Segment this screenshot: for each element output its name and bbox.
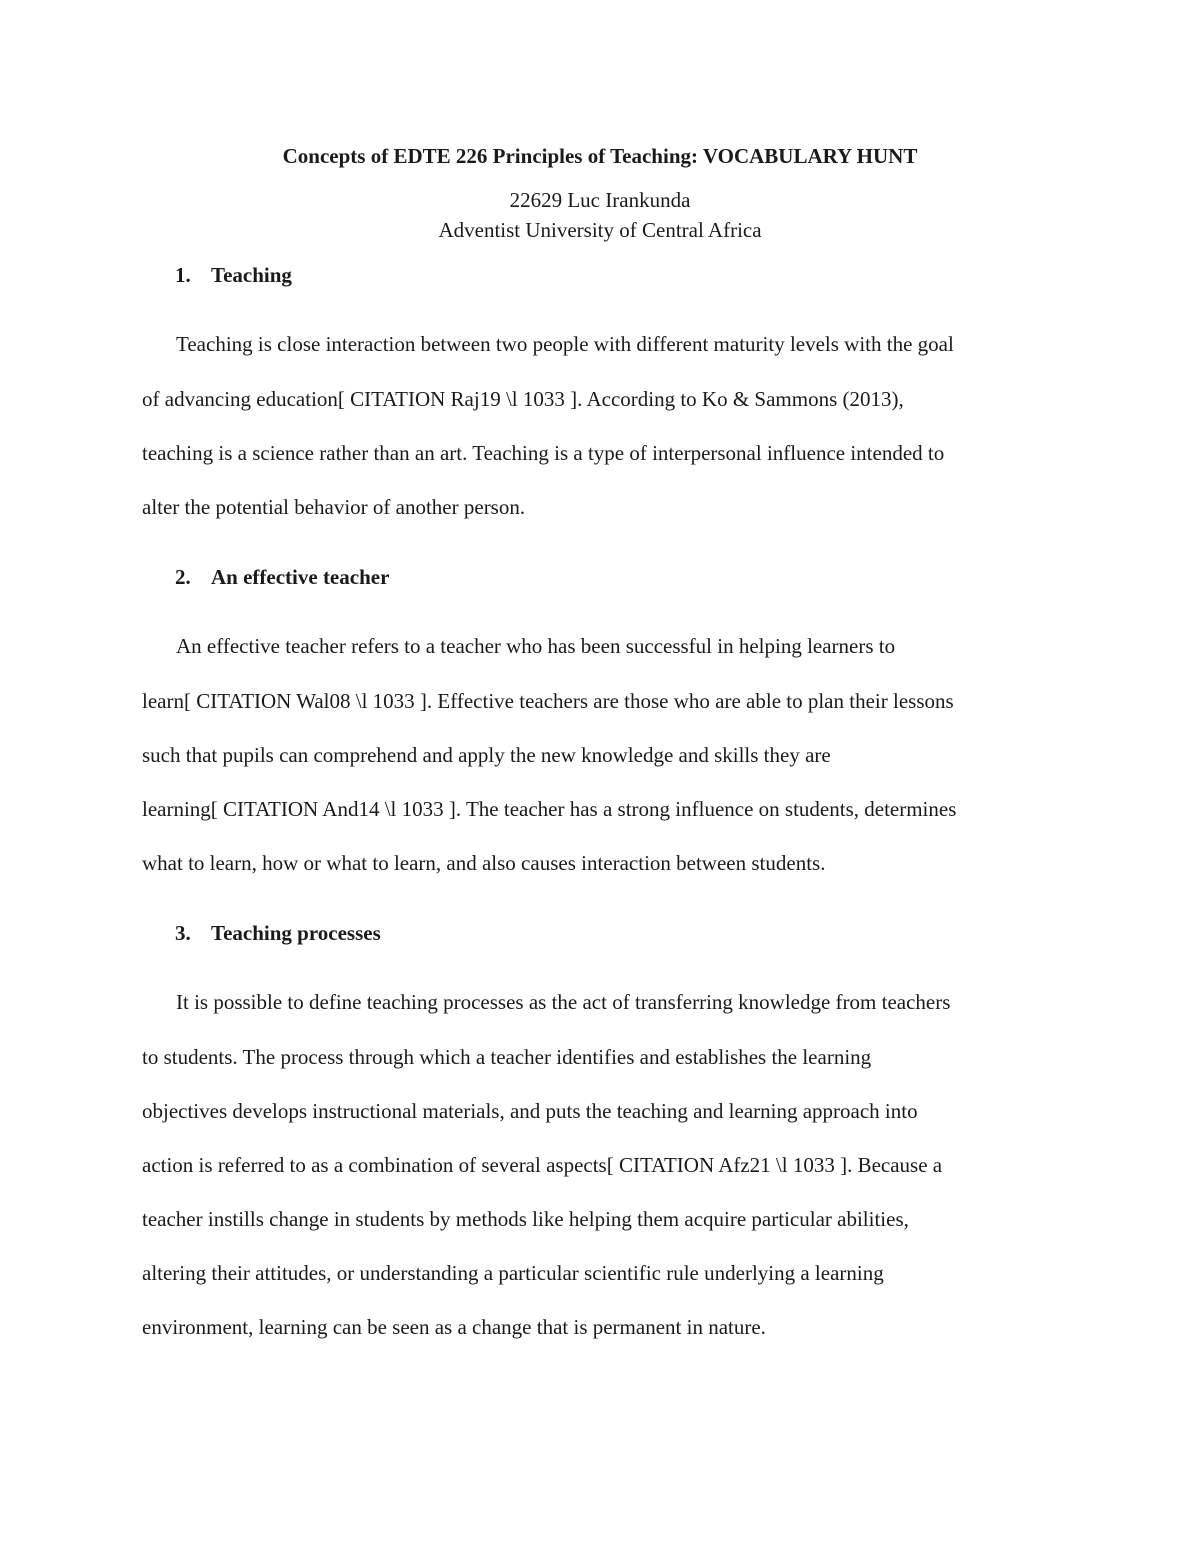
paragraph-line: teacher instills change in students by methods like helping them acquire particular abilities, <box>142 1207 909 1231</box>
paragraph-line: teaching is a science rather than an art. Teaching is a type of interpersonal influence intended to <box>142 441 945 465</box>
paragraph-line: Teaching is close interaction between two people with different maturity levels with the goal <box>176 332 954 356</box>
paragraph-line: An effective teacher refers to a teacher who has been successful in helping learners to <box>176 634 896 658</box>
section-heading-text: Teaching processes <box>211 921 381 945</box>
section-heading-teaching <box>175 260 292 290</box>
affiliation-line: Adventist University of Central Africa <box>438 218 762 242</box>
paragraph-line: what to learn, how or what to learn, and also causes interaction between students. <box>142 851 826 875</box>
section-number: 1. <box>175 263 191 287</box>
section-number: 3. <box>175 921 191 945</box>
author-line: 22629 Luc Irankunda <box>509 188 691 212</box>
paragraph-line: alter the potential behavior of another person. <box>142 495 526 519</box>
section-heading-effective-teacher <box>175 562 389 592</box>
paragraph-line: environment, learning can be seen as a change that is permanent in nature. <box>142 1315 766 1339</box>
section-heading-text: An effective teacher <box>211 565 390 589</box>
paragraph-line: altering their attitudes, or understanding a particular scientific rule underlying a learning <box>142 1261 884 1285</box>
section-heading-text: Teaching <box>211 263 292 287</box>
section-heading-teaching-processes <box>175 918 381 948</box>
paragraph-line: of advancing education[ CITATION Raj19 \l 1033 ]. According to Ko & Sammons (2013), <box>142 387 904 411</box>
document-title: Concepts of EDTE 226 Principles of Teaching: VOCABULARY HUNT <box>282 144 918 168</box>
paragraph-line: to students. The process through which a teacher identifies and establishes the learning <box>142 1045 872 1069</box>
paragraph-line: It is possible to define teaching processes as the act of transferring knowledge from teachers <box>176 990 951 1014</box>
paragraph-line: such that pupils can comprehend and apply the new knowledge and skills they are <box>142 743 831 767</box>
paragraph-line: learning[ CITATION And14 \l 1033 ]. The teacher has a strong influence on students, determines <box>142 797 957 821</box>
paragraph-line: objectives develops instructional materials, and puts the teaching and learning approach into <box>142 1099 918 1123</box>
section-number: 2. <box>175 565 191 589</box>
paragraph-line: learn[ CITATION Wal08 \l 1033 ]. Effective teachers are those who are able to plan their lessons <box>142 689 954 713</box>
paragraph-line: action is referred to as a combination of several aspects[ CITATION Afz21 \l 1033 ]. Because a <box>142 1153 943 1177</box>
